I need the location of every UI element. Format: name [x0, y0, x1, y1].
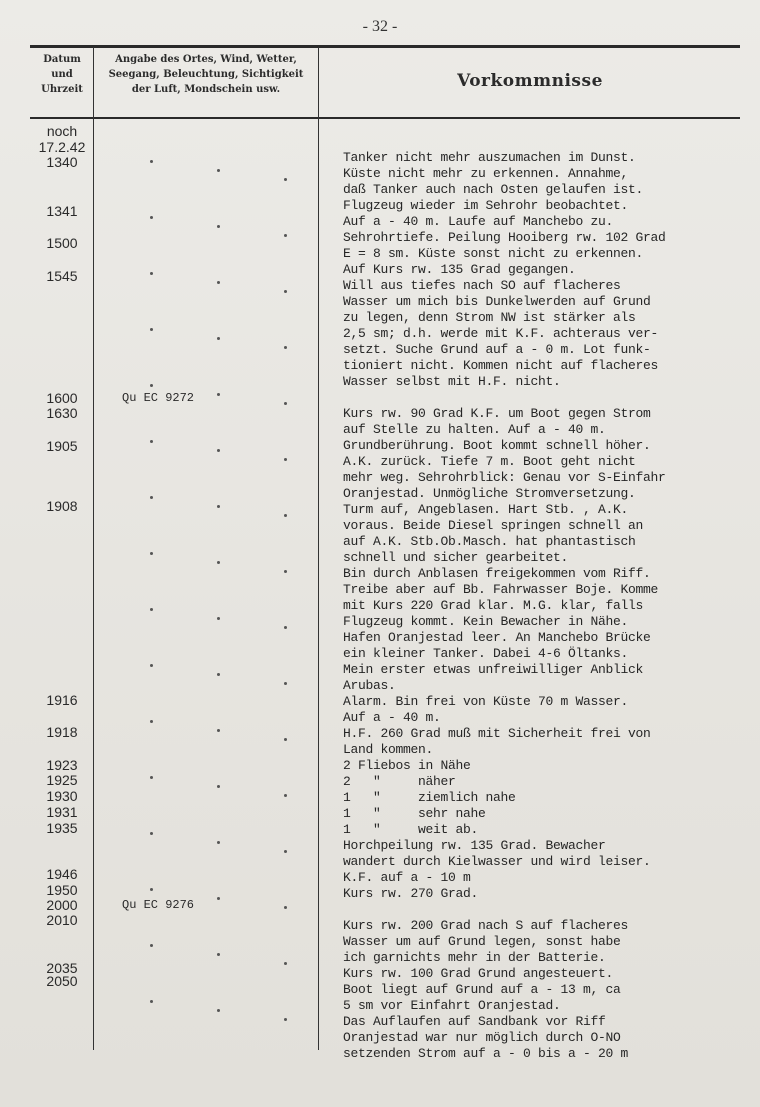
event-line: auf Stelle zu halten. Auf a - 40 m. [343, 422, 606, 437]
event-line: Treibe aber auf Bb. Fahrwasser Boje. Komme [343, 582, 659, 597]
event-line: Flugzeug kommt. Kein Bewacher in Nähe. [343, 614, 629, 629]
time-entry: 1908 [46, 498, 78, 514]
leader-dot [217, 337, 220, 340]
event-line: auf A.K. Stb.Ob.Masch. hat phantastisch [343, 534, 636, 549]
event-line: Küste nicht mehr zu erkennen. Annahme, [343, 166, 629, 181]
time-entry: 1630 [46, 405, 78, 421]
header-line: Datum [43, 54, 81, 65]
leader-dot [150, 720, 153, 723]
event-line: Wasser um auf Grund legen, sonst habe [343, 934, 621, 949]
time-entry: 1935 [46, 820, 78, 836]
event-line: mit Kurs 220 Grad klar. M.G. klar, falls [343, 598, 644, 613]
leader-dot [284, 290, 287, 293]
location-entry: Qu EC 9276 [122, 898, 195, 912]
time-entry: 1545 [46, 268, 78, 284]
time-entry: 2010 [46, 912, 78, 928]
event-line: Kurs rw. 90 Grad K.F. um Boot gegen Strom [343, 406, 651, 421]
event-line: zu legen, denn Strom NW ist stärker als [343, 310, 636, 325]
time-entry: 1931 [46, 804, 78, 820]
leader-dot [284, 514, 287, 517]
event-line: Das Auflaufen auf Sandbank vor Riff [343, 1014, 606, 1029]
header-line: der Luft, Mondschein usw. [131, 84, 281, 95]
column-divider [93, 47, 94, 1050]
header-location-weather [95, 52, 317, 97]
event-line: Flugzeug wieder im Sehrohr beobachtet. [343, 198, 629, 213]
event-line: Will aus tiefes nach SO auf flacheres [343, 278, 621, 293]
leader-dot [217, 785, 220, 788]
leader-dot [217, 281, 220, 284]
event-line: Alarm. Bin frei von Küste 70 m Wasser. [343, 694, 629, 709]
time-entry: 1340 [46, 154, 78, 170]
event-line: Kurs rw. 100 Grad Grund angesteuert. [343, 966, 614, 981]
event-line: voraus. Beide Diesel springen schnell an [343, 518, 644, 533]
time-entry: 1925 [46, 772, 78, 788]
event-line: Auf a - 40 m. Laufe auf Manchebo zu. [343, 214, 614, 229]
header-events: Vorkommnisse [457, 71, 603, 91]
event-line: Tanker nicht mehr auszumachen im Dunst. [343, 150, 636, 165]
leader-dot [150, 216, 153, 219]
event-line: Bin durch Anblasen freigekommen vom Riff. [343, 566, 651, 581]
event-line: E = 8 sm. Küste sonst nicht zu erkennen. [343, 246, 644, 261]
event-line: setzt. Suche Grund auf a - 0 m. Lot funk- [343, 342, 651, 357]
event-line: schnell und sicher gearbeitet. [343, 550, 569, 565]
time-entry: 2035 [46, 960, 78, 976]
leader-dot [217, 617, 220, 620]
leader-dot [284, 682, 287, 685]
time-entry: 1500 [46, 235, 78, 251]
time-entry: 1905 [46, 438, 78, 454]
event-line: A.K. zurück. Tiefe 7 m. Boot geht nicht [343, 454, 636, 469]
event-line: Auf a - 40 m. [343, 710, 441, 725]
leader-dot [284, 794, 287, 797]
leader-dot [150, 776, 153, 779]
event-line: daß Tanker auch nach Osten gelaufen ist. [343, 182, 644, 197]
leader-dot [150, 328, 153, 331]
event-line: tioniert nicht. Kommen nicht auf flacheres [343, 358, 659, 373]
event-line [343, 390, 748, 406]
event-line: Arubas. [343, 678, 396, 693]
leader-dot [217, 225, 220, 228]
leader-dot [284, 458, 287, 461]
header-rule [30, 117, 740, 119]
leader-dot [217, 449, 220, 452]
event-line: H.F. 260 Grad muß mit Sicherheit frei von [343, 726, 651, 741]
leader-dot [284, 234, 287, 237]
leader-dot [150, 832, 153, 835]
leader-dot [217, 505, 220, 508]
leader-dot [150, 384, 153, 387]
location-entry: Qu EC 9272 [122, 391, 195, 405]
leader-dot [217, 393, 220, 396]
time-entry: 1950 [46, 882, 78, 898]
event-line: Hafen Oranjestad leer. An Manchebo Brücke [343, 630, 651, 645]
event-line: Turm auf, Angeblasen. Hart Stb. , A.K. [343, 502, 629, 517]
leader-dot [150, 1000, 153, 1003]
event-line: setzenden Strom auf a - 0 bis a - 20 m [343, 1046, 629, 1061]
leader-dot [150, 664, 153, 667]
leader-dot [284, 346, 287, 349]
event-line: ein kleiner Tanker. Dabei 4-6 Öltanks. [343, 646, 629, 661]
event-line [343, 902, 748, 918]
leader-dot [284, 738, 287, 741]
time-entry: 1930 [46, 788, 78, 804]
header-line: Uhrzeit [41, 84, 83, 95]
event-line: K.F. auf a - 10 m [343, 870, 471, 885]
leader-dot [284, 906, 287, 909]
events-text [343, 150, 748, 1062]
leader-dot [217, 561, 220, 564]
leader-dot [217, 841, 220, 844]
leader-dot [217, 729, 220, 732]
event-line: Mein erster etwas unfreiwilliger Anblick [343, 662, 644, 677]
leader-dot [150, 608, 153, 611]
event-line: wandert durch Kielwasser und wird leiser. [343, 854, 651, 869]
leader-dot [150, 944, 153, 947]
leader-dot [150, 496, 153, 499]
time-entry: noch [46, 123, 78, 139]
event-line: ich garnichts mehr in der Batterie. [343, 950, 606, 965]
event-line: Auf Kurs rw. 135 Grad gegangen. [343, 262, 576, 277]
leader-dot [150, 552, 153, 555]
time-entry: 1916 [46, 692, 78, 708]
header-line: Angabe des Ortes, Wind, Wetter, [115, 54, 297, 65]
time-entry: 1600 [46, 390, 78, 406]
event-line: Wasser selbst mit H.F. nicht. [343, 374, 561, 389]
time-entry: 17.2.42 [38, 139, 86, 155]
table-top-rule [30, 45, 740, 48]
time-entry: 2000 [46, 897, 78, 913]
event-line: 1 " ziemlich nahe [343, 790, 516, 805]
event-line: Wasser um mich bis Dunkelwerden auf Grund [343, 294, 651, 309]
leader-dot [284, 570, 287, 573]
event-line: 2,5 sm; d.h. werde mit K.F. achteraus ver- [343, 326, 659, 341]
leader-dot [284, 402, 287, 405]
event-line: 1 " sehr nahe [343, 806, 486, 821]
leader-dot [217, 897, 220, 900]
event-line: 2 " näher [343, 774, 456, 789]
header-date-time [32, 52, 92, 97]
event-line: mehr weg. Sehrohrblick: Genau vor S-Einfahr [343, 470, 666, 485]
event-line: Sehrohrtiefe. Peilung Hooiberg rw. 102 Grad [343, 230, 666, 245]
event-line: 1 " weit ab. [343, 822, 479, 837]
time-entry: 2050 [46, 973, 78, 989]
leader-dot [150, 160, 153, 163]
time-entry: 1946 [46, 866, 78, 882]
event-line: 2 Fliebos in Nähe [343, 758, 471, 773]
leader-dot [217, 953, 220, 956]
event-line: Kurs rw. 200 Grad nach S auf flacheres [343, 918, 629, 933]
leader-dot [217, 1009, 220, 1012]
event-line: Kurs rw. 270 Grad. [343, 886, 479, 901]
event-line: Oranjestad. Unmögliche Stromversetzung. [343, 486, 636, 501]
header-line: und [51, 69, 73, 80]
leader-dot [284, 178, 287, 181]
header-line: Seegang, Beleuchtung, Sichtigkeit [108, 69, 304, 80]
time-entry: 1341 [46, 203, 78, 219]
event-line: Boot liegt auf Grund auf a - 13 m, ca [343, 982, 621, 997]
event-line: 5 sm vor Einfahrt Oranjestad. [343, 998, 561, 1013]
column-divider [318, 47, 319, 1050]
leader-dot [284, 1018, 287, 1021]
leader-dot [217, 169, 220, 172]
event-line: Land kommen. [343, 742, 434, 757]
time-entry: 1918 [46, 724, 78, 740]
leader-dot [284, 962, 287, 965]
leader-dot [284, 626, 287, 629]
event-line: Grundberührung. Boot kommt schnell höher. [343, 438, 651, 453]
page-number: - 32 - [362, 18, 398, 35]
event-line: Horchpeilung rw. 135 Grad. Bewacher [343, 838, 606, 853]
leader-dot [150, 440, 153, 443]
leader-dot [150, 888, 153, 891]
leader-dot [217, 673, 220, 676]
event-line: Oranjestad war nur möglich durch O-NO [343, 1030, 621, 1045]
leader-dot [284, 850, 287, 853]
leader-dot [150, 272, 153, 275]
time-entry: 1923 [46, 757, 78, 773]
